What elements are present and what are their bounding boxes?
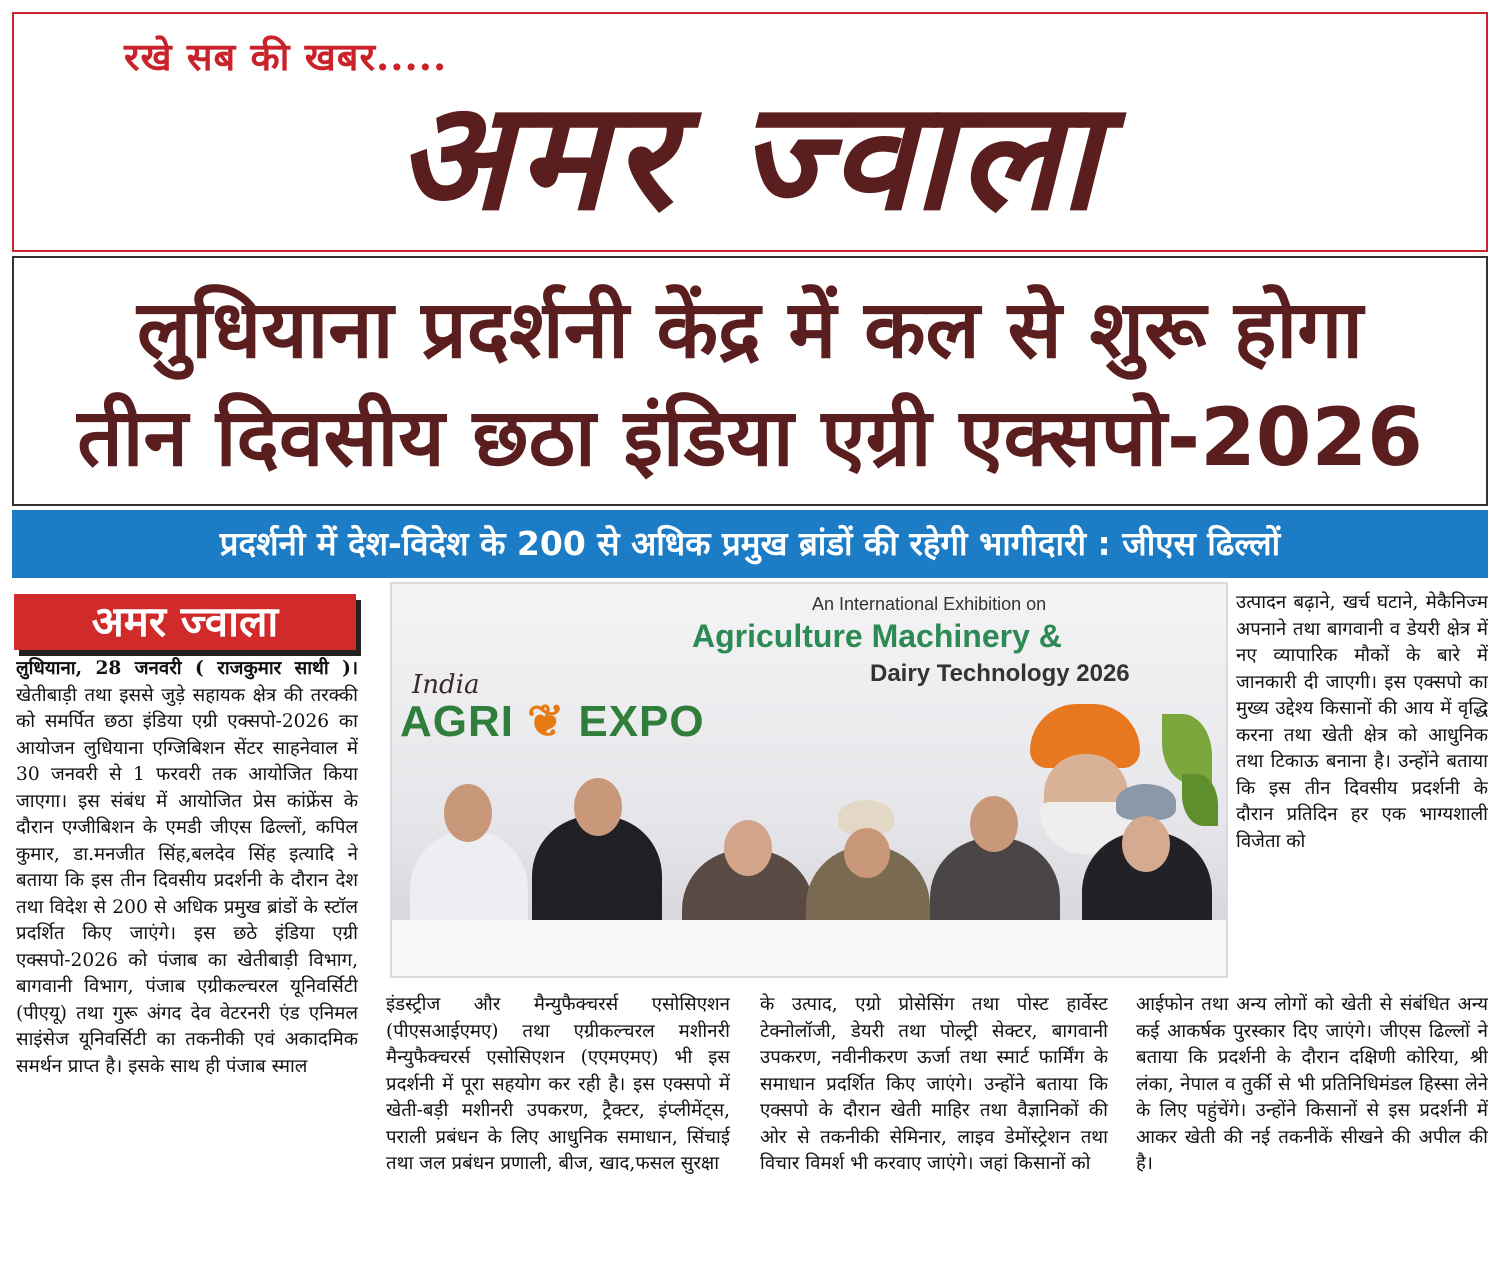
article-column-3	[760, 992, 1108, 1272]
speaker-3-head	[724, 820, 772, 876]
article-text-3: के उत्पाद, एग्रो प्रोसेसिंग तथा पोस्ट हार्वेस्ट टेक्नोलॉजी, डेयरी तथा पोल्ट्री सेक्टर, बागवानी उपकरण, नवीनीकरण ऊर्जा तथा स्मार्ट फार्मिंग के समाधान प्रदर्शित किए जाएंगे। उन्होंने बताया कि एक्सपो के दौरान खेती माहिर तथा वैज्ञानिकों की ओर से तकनीकी सेमिनार, लाइव डेमोंस्ट्रेशन तथा विचार विमर्श भी करवाए जाएंगे। जहां किसानों को	[760, 994, 1108, 1174]
headline-box	[12, 256, 1488, 506]
press-conference-photo	[390, 582, 1228, 978]
banner-main-text: Agriculture Machinery &	[692, 618, 1062, 654]
speaker-4-head	[844, 828, 890, 878]
masthead-tagline: रखे सब की खबर.....	[124, 34, 448, 79]
newspaper-name: अमर ज्वाला	[395, 70, 1105, 244]
article-column-4-lower	[1136, 992, 1488, 1272]
article-column-1	[16, 656, 358, 1272]
logo-expo-word: EXPO	[578, 697, 705, 746]
speaker-2-head	[574, 778, 622, 836]
article-text-4a: उत्पादन बढ़ाने, खर्च घटाने, मेकैनिज्म अपनाने तथा बागवानी व डेयरी क्षेत्र में नए व्यापारिक मौकों के बारे में जानकारी दी जाएगी। इस एक्सपो का मुख्य उद्देश्य किसानों की आय में वृद्धि करना तथा खेती क्षेत्र को आधुनिक तथा टिकाऊ बनाना है। उन्होंने बताया कि इस तीन दिवसीय प्रदर्शनी के दौरान प्रतिदिन हर एक भाग्यशाली विजेता को	[1236, 592, 1488, 852]
table-cloth	[392, 920, 1226, 978]
panel-speakers	[392, 734, 1226, 978]
speaker-6-head	[1122, 816, 1170, 872]
speaker-6-turban	[1116, 784, 1176, 820]
masthead	[12, 12, 1488, 252]
article-column-4-upper	[1236, 590, 1488, 982]
article-text-2: इंडस्ट्रीज और मैन्युफैक्चरर्स एसोसिएशन (पीएसआईएमए) तथा एग्रीकल्चरल मशीनरी मैन्युफैक्चरर्स एसोसिएशन (एएमएमए) भी इस प्रदर्शनी में पूरा सहयोग कर रही है। इस एक्सपो में खेती-बड़ी मशीनरी उपकरण, ट्रैक्टर, इंप्लीमेंट्स, पराली प्रबंधन के लिए आधुनिक समाधान, सिंचाई तथा जल प्रबंधन प्रणाली, बीज, खाद,फसल सुरक्षा	[386, 994, 730, 1174]
headline-line-1: लुधियाना प्रदर्शनी केंद्र में कल से शुरू होगा	[137, 283, 1363, 376]
article-column-2	[386, 992, 730, 1272]
speaker-1-head	[444, 784, 492, 842]
byline-tag: अमर ज्वाला	[14, 594, 356, 650]
article-text-1: खेतीबाड़ी तथा इससे जुड़े सहायक क्षेत्र की तरक्की को समर्पित छठा इंडिया एग्री एक्सपो-2026 का आयोजन लुधियाना एग्जिबिशन सेंटर साहनेवाल में 30 जनवरी से 1 फरवरी तक आयोजित किया जाएगा। इस संबंध में आयोजित प्रेस कांफ्रेंस के दौरान एग्जीबिशन के एमडी जीएस ढिल्लों, कपिल कुमार, डा.मनजीत सिंह,बलदेव सिंह इत्यादि ने बताया कि इस तीन दिवसीय प्रदर्शनी के दौरान देश तथा विदेश से 200 से अधिक प्रमुख ब्रांडों के स्टॉल प्रदर्शित किए जाएंगे। इस छठे इंडिया एग्री एक्सपो-2026 को पंजाब का खेतीबाड़ी विभाग, बागवानी विभाग, पंजाब एग्रीकल्चरल यूनिवर्सिटी (पीएयू) तथा गुरू अंगद देव वेटरनरी एंड एनिमल साइंसेज यूनिवर्सिटी का तकनीकी एवं अकादमिक समर्थन प्राप्त है। इसके साथ ही पंजाब स्माल	[16, 684, 358, 1077]
logo-agri-word: AGRI	[400, 697, 514, 746]
banner-top-text: An International Exhibition on	[812, 594, 1047, 614]
dateline: लुधियाना, 28 जनवरी ( राजकुमार साथी )।	[16, 658, 358, 679]
banner-sub-text: Dairy Technology 2026	[870, 660, 1130, 687]
leaf-icon: ❦	[527, 697, 566, 746]
headline-line-2: तीन दिवसीय छठा इंडिया एग्री एक्सपो-2026	[77, 391, 1423, 484]
speaker-5-head	[970, 796, 1018, 852]
logo-india-text: India	[412, 670, 480, 700]
article-text-4b: आईफोन तथा अन्य लोगों को खेती से संबंधित अन्य कई आकर्षक पुरस्कार दिए जाएंगे। जीएस ढिल्लों ने बताया कि प्रदर्शनी के दौरान दक्षिणी कोरिया, श्री लंका, नेपाल व तुर्की से भी प्रतिनिधिमंडल हिस्सा लेने के लिए पहुंचेंगे। उन्होंने किसानों से इस प्रदर्शनी में आकर खेती की नई तकनीकें सीखने की अपील की है।	[1136, 994, 1488, 1174]
subheadline: प्रदर्शनी में देश-विदेश के 200 से अधिक प्रमुख ब्रांडों की रहेगी भागीदारी : जीएस ढिल्लों	[12, 510, 1488, 578]
